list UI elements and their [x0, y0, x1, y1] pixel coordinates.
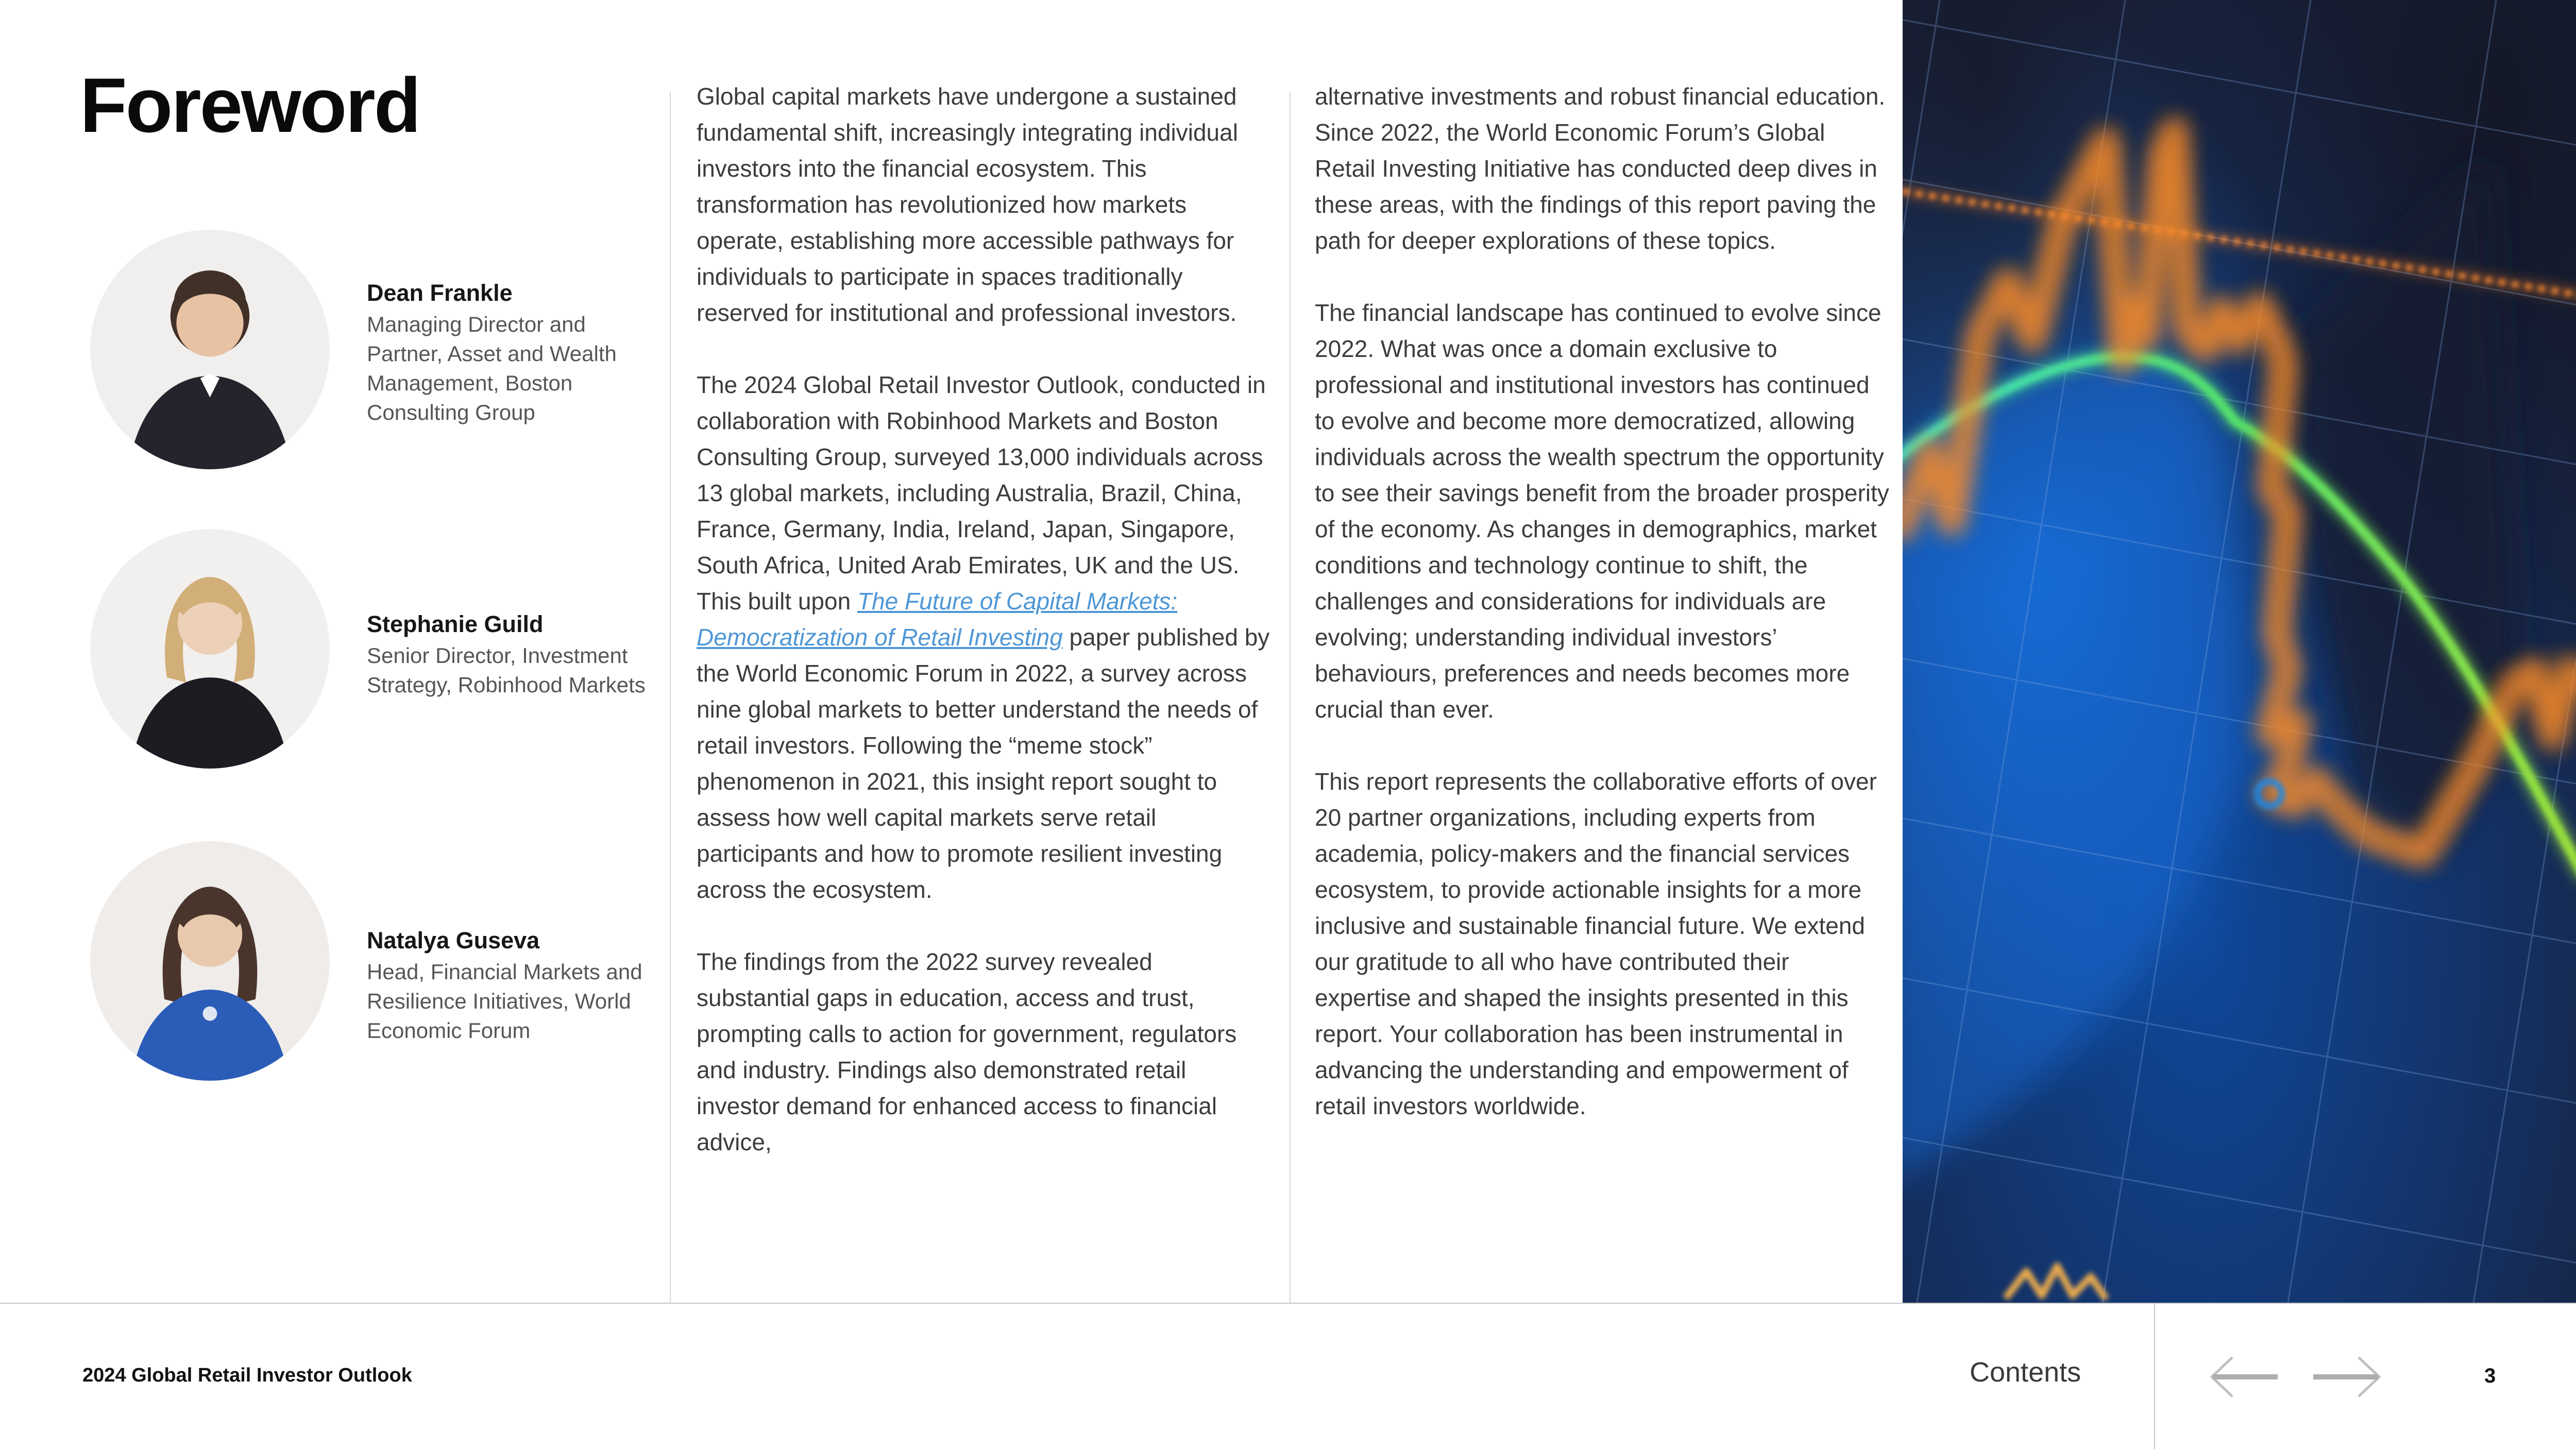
body-paragraph: The findings from the 2022 survey revealed substantial gaps in education, access and trust, prompting calls to action for government, regulators and industry. Findings also demonstrated retail investor demand for enhanced access to financial advice,	[697, 948, 1237, 1155]
person-silhouette-icon	[90, 230, 330, 469]
page-title: Foreword	[80, 62, 420, 148]
contributor-role: Senior Director, Investment Strategy, Robinhood Markets	[367, 643, 646, 697]
link-text: The Future of Capital Markets: Democratization of Retail Investing	[697, 588, 1178, 651]
contributor-role: Managing Director and Partner, Asset and Wealth Management, Boston Consulting Group	[367, 312, 617, 424]
column-divider	[1290, 92, 1291, 1303]
contributor-stephanie-guild	[367, 609, 648, 700]
person-silhouette-icon	[90, 529, 330, 769]
paragraph-text: paper published by the World Economic Forum in 2022, a survey across nine global markets to better understand the needs of retail investors. Following the “meme stock” phenomenon in 2021, this insight report sought to assess how well capital markets serve retail participants and how to promote resilient investing across the ecosystem.	[697, 624, 1270, 903]
footer	[0, 1303, 2576, 1449]
avatar-dean-frankle	[90, 230, 330, 469]
footer-divider	[2154, 1304, 2155, 1449]
footer-report-title: 2024 Global Retail Investor Outlook	[82, 1365, 412, 1386]
stock-chart-art-icon	[1903, 0, 2576, 1303]
contributor-name: Stephanie Guild	[367, 611, 544, 637]
pagination-arrows	[2207, 1351, 2384, 1403]
body-column-1	[697, 78, 1271, 1196]
next-page-arrow-icon[interactable]	[2313, 1357, 2379, 1396]
paragraph-text: The 2024 Global Retail Investor Outlook, conducted in collaboration with Robinhood Markets and Boston Consulting Group, surveyed 13,000 individuals across 13 global markets, including Australia, Brazil, China, France, Germany, India, Ireland, Japan, Singapore, South Africa, United Arab Emirates, UK and the US. This built upon	[697, 371, 1266, 615]
contributor-name: Natalya Guseva	[367, 927, 540, 953]
body-paragraph: Global capital markets have undergone a sustained fundamental shift, increasingly integrating individual investors into the financial ecosystem. This transformation has revolutionized how markets operate, establishing more accessible pathways for individuals to participate in spaces traditionally reserved for institutional and professional investors.	[697, 83, 1238, 326]
contributor-name: Dean Frankle	[367, 280, 513, 306]
body-paragraph: The financial landscape has continued to evolve since 2022. What was once a domain exclusive to professional and institutional investors has continued to evolve and become more democratized, allowing individuals across the wealth spectrum the opportunity to see their savings benefit from the broader prosperity of the economy. As changes in demographics, market conditions and technology continue to shift, the challenges and considerations for individuals are evolving; understanding individual investors’ behaviours, preferences and needs becomes more crucial than ever.	[1315, 299, 1889, 723]
column-divider	[670, 92, 671, 1303]
contributor-natalya-guseva	[367, 926, 648, 1045]
body-paragraph: alternative investments and robust financial education. Since 2022, the World Economic Forum’s Global Retail Investing Initiative has conducted deep dives in these areas, with the findings of this report paving the path for deeper explorations of these topics.	[1315, 83, 1886, 254]
contributor-role: Head, Financial Markets and Resilience Initiatives, World Economic Forum	[367, 960, 642, 1043]
body-column-2	[1315, 78, 1889, 1160]
previous-page-arrow-icon[interactable]	[2212, 1357, 2278, 1396]
stock-chart-photo	[1903, 0, 2576, 1303]
avatar-stephanie-guild	[90, 529, 330, 769]
page-number: 3	[2484, 1365, 2496, 1387]
avatar-natalya-guseva	[90, 841, 330, 1081]
body-paragraph: This report represents the collaborative efforts of over 20 partner organizations, including experts from academia, policy-makers and the financial services ecosystem, to provide actionable insights for a more inclusive and sustainable financial future. We extend our gratitude to all who have contributed their expertise and shaped the insights presented in this report. Your collaboration has been instrumental in advancing the understanding and empowerment of retail investors worldwide.	[1315, 768, 1877, 1119]
body-paragraph	[697, 367, 1271, 908]
contributor-dean-frankle	[367, 278, 648, 427]
contents-link[interactable]: Contents	[1970, 1357, 2081, 1388]
person-silhouette-icon	[90, 841, 330, 1081]
